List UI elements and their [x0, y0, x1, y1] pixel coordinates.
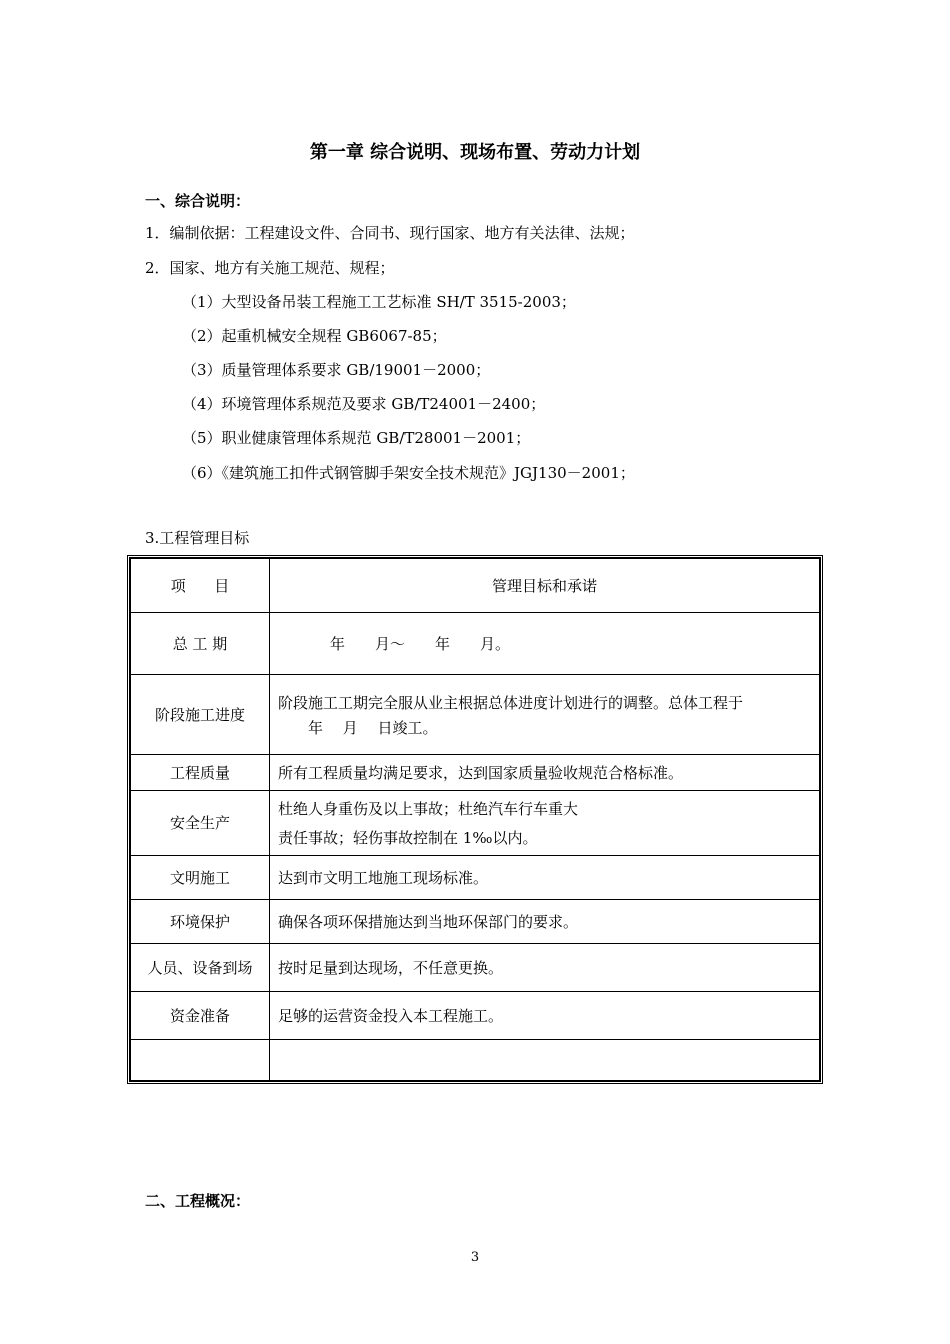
management-goals-caption: 3.工程管理目标	[145, 529, 250, 547]
row-content-line: 阶段施工工期完全服从业主根据总体进度计划进行的调整。总体工程于	[278, 693, 744, 712]
table-row	[131, 755, 820, 791]
standard-item: （6）《建筑施工扣件式钢管脚手架安全技术规范》JGJ130－2001；	[182, 464, 635, 482]
row-label: 阶段施工进度	[131, 675, 270, 755]
standard-item: （2）起重机械安全规程 GB6067-85；	[182, 327, 447, 345]
section-2-heading: 二、工程概况：	[145, 1192, 251, 1210]
header-item: 项 目	[131, 559, 270, 613]
row-content	[270, 791, 820, 855]
row-content-line: 年 月 日竣工。	[278, 718, 438, 737]
row-content: 达到市文明工地施工现场标准。	[270, 855, 820, 899]
basis-item-2: 2．国家、地方有关施工规范、规程；	[145, 259, 395, 277]
standard-item: （5）职业健康管理体系规范 GB/T28001－2001；	[182, 429, 531, 447]
row-content: 年 月～ 年 月。	[270, 613, 820, 675]
table-row	[131, 855, 820, 899]
table-row	[131, 791, 820, 855]
row-content	[270, 675, 820, 755]
table-row	[131, 991, 820, 1039]
page-number: 3	[470, 1250, 480, 1265]
row-content: 足够的运营资金投入本工程施工。	[270, 991, 820, 1039]
row-content: 按时足量到达现场，不任意更换。	[270, 943, 820, 991]
row-label: 总 工 期	[131, 613, 270, 675]
row-content: 所有工程质量均满足要求，达到国家质量验收规范合格标准。	[270, 755, 820, 791]
basis-item-1: 1．编制依据：工程建设文件、合同书、现行国家、地方有关法律、法规；	[145, 224, 635, 242]
standard-item: （3）质量管理体系要求 GB/19001－2000；	[182, 361, 491, 379]
row-content-line: 责任事故；轻伤事故控制在 1‰以内。	[278, 828, 538, 847]
table-row	[131, 675, 820, 755]
row-label: 工程质量	[131, 755, 270, 791]
row-label: 人员、设备到场	[131, 943, 270, 991]
row-label: 环境保护	[131, 899, 270, 943]
management-goals-table	[127, 555, 823, 1084]
row-label: 资金准备	[131, 991, 270, 1039]
standard-item: （1）大型设备吊装工程施工工艺标准 SH/T 3515-2003；	[182, 293, 576, 311]
standard-item: （4）环境管理体系规范及要求 GB/T24001－2400；	[182, 395, 546, 413]
row-label: 安全生产	[131, 791, 270, 855]
table-row	[131, 943, 820, 991]
table-row	[131, 899, 820, 943]
section-1-heading: 一、综合说明：	[145, 192, 251, 210]
row-label	[131, 1039, 270, 1080]
table-row	[131, 613, 820, 675]
row-content-line: 杜绝人身重伤及以上事故；杜绝汽车行车重大	[278, 799, 579, 818]
row-content: 确保各项环保措施达到当地环保部门的要求。	[270, 899, 820, 943]
table-header-row	[131, 559, 820, 613]
header-goal: 管理目标和承诺	[270, 559, 820, 613]
row-label: 文明施工	[131, 855, 270, 899]
page-title: 第一章 综合说明、现场布置、劳动力计划	[309, 142, 641, 163]
table-row	[131, 1039, 820, 1080]
row-content	[270, 1039, 820, 1080]
